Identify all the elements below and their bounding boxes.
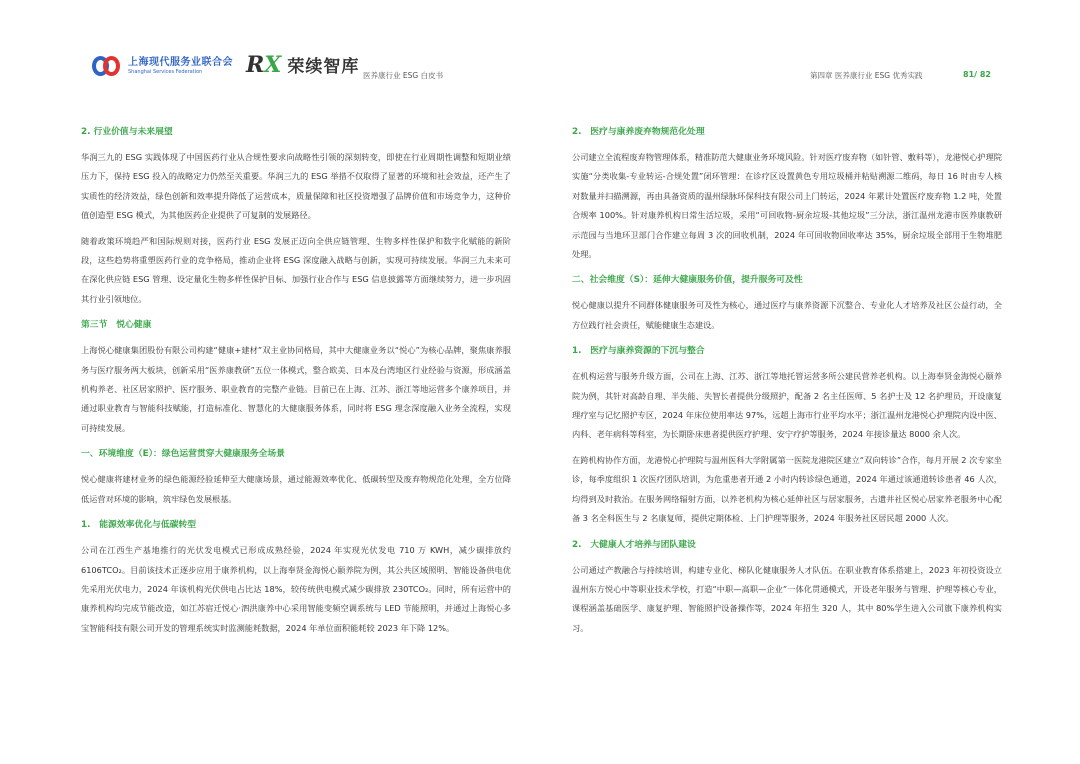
brand-mark-icon: RX <box>246 51 282 78</box>
section-heading: 第三节 悦心健康 <box>81 320 152 331</box>
paragraph: 华润三九的 ESG 实践体现了中国医药行业从合规性要求向战略性引领的深刻转变，即使在行业周期性调整和短期业绩压力下，保持 ESG 投入的战略定力仍然至关重要。华润三九的 ESG 举措不仅取得了显著的环境和社会效益，还产生了实质性的经济效益，绿色创新和效率提升降低了运营成本，质量保障和社区投资增强了品牌价值和市场竞争力，这种价值创造型 ESG 模式，为其他医药企业提供了可复制的发展路径。 <box>81 152 511 221</box>
section-heading: 二、社会维度（S）：延伸大健康服务价值，提升服务可及性 <box>572 275 803 286</box>
section-heading: 1. 能源效率优化与低碳转型 <box>81 520 197 531</box>
section-heading: 2. 大健康人才培养与团队建设 <box>572 539 696 550</box>
section-heading: 2. 医疗与康养废弃物规范化处理 <box>572 127 705 137</box>
org-logo-icon <box>92 54 122 78</box>
org-name-en: Shanghai Services Federation <box>128 68 203 75</box>
paragraph: 悦心健康以提升不同群体健康服务可及性为核心，通过医疗与康养资源下沉整合、专业化人才培养及社区公益行动，全方位践行社会责任，赋能健康生态建设。 <box>572 300 1002 330</box>
paragraph: 公司在江西生产基地推行的光伏发电模式已形成成熟经验，2024 年实现光伏发电 710 万 KWH，减少碳排放约 6106TCO₂。目前该技术正逐步应用于康养机构，以上海奉贤金海悦心颐养院为例，其公共区域照明、智能设备供电优先采用光伏电力，2024 年该机构光伏供电占比达 18%，较传统供电模式减少碳排放 230TCO₂。同时，所有运营中的康养机构均完成节能改造，如江苏宿迁悦心·泗洪康养中心采用智能变频空调系统与 LED 节能照明，并通过上海悦心多宝智能科技有限公司开发的管理系统实时监测能耗数据，2024 年单位面积能耗较 2023 年下降 12%。 <box>81 545 511 633</box>
paragraph: 公司通过产教融合与持续培训，构建专业化、梯队化健康服务人才队伍。在职业教育体系搭建上，2023 年初投资设立温州东方悦心中等职业技术学校，打造“中职—高职—企业”一体化贯通模式，开设老年服务与管理、护理等核心专业，课程涵盖基础医学、康复护理、智能照护设备操作等，2024 年招生 320 人，其中 80%学生进入公司旗下康养机构实习。 <box>572 564 1002 633</box>
section-heading: 一、环境维度（E）：绿色运营贯穿大健康服务全场景 <box>81 449 285 460</box>
paragraph: 在机构运营与服务升级方面，公司在上海、江苏、浙江等地托管运营多所公建民营养老机构。以上海奉贤金海悦心颐养院为例，其针对高龄自理、半失能、失智长者提供分级照护，配备 2 名主任医师、5 名护士及 12 名护理员，开设康复理疗室与记忆照护专区，2024 年床位使用率达 97%，远超上海市行业平均水平；浙江温州龙港悦心护理院内设中医、内科、老年病科等科室，为长期卧床患者提供医疗护理、安宁疗护等服务，2024 年接诊量达 8000 余人次。 <box>572 371 1002 440</box>
book-title: 医养康行业 ESG 白皮书 <box>363 71 444 80</box>
paragraph: 上海悦心健康集团股份有限公司构建“健康+建材”双主业协同格局，其中大健康业务以“悦心”为核心品牌，聚焦康养服务与医疗服务两大板块，创新采用“医养康教研”五位一体模式，整合欧美、日本及台湾地区行业经验与资源，形成涵盖机构养老、社区居家照护、医疗服务、职业教育的完整产业链。目前已在上海、江苏、浙江等地运营多个康养项目，并通过职业教育与智能科技赋能，打造标准化、智慧化的大健康服务体系，同时将 ESG 理念深度融入业务全流程，实现可持续发展。 <box>81 345 511 433</box>
left-column <box>81 122 511 644</box>
org-logo <box>92 54 233 78</box>
right-column <box>572 122 1002 644</box>
paragraph: 公司建立全流程废弃物管理体系，精准防范大健康业务环境风险。针对医疗废弃物（如针管、敷料等），龙港悦心护理院实施“分类收集-专业转运-合规处置”闭环管理：在诊疗区设置黄色专用垃圾桶并粘贴溯源二维码，每日 16 时由专人核对数量并扫描溯源，再由具备资质的温州绿脉环保科技有限公司上门转运，2024 年累计处置医疗废弃物 1.2 吨，处置合规率 100%。针对康养机构日常生活垃圾，采用“可回收物-厨余垃圾-其他垃圾”三分法，浙江温州龙港市医养康教研示范园与当地环卫部门合作建立每周 3 次的回收机制，2024 年可回收物回收率达 35%，厨余垃圾全部用于生物堆肥处理。 <box>572 152 1002 260</box>
paragraph: 在跨机构协作方面，龙港悦心护理院与温州医科大学附属第一医院龙港院区建立“双向转诊”合作，每月开展 2 次专家坐诊，每季度组织 1 次医疗团队培训，为危重患者开通 2 小时内转诊绿色通道，2024 年通过该通道转诊患者 46 人次，均得到及时救治。在服务网络辐射方面，以养老机构为核心延伸社区与居家服务，古遗井社区悦心居家养老服务中心配备 3 名全科医生与 2 名康复师，提供定期体检、上门护理等服务，2024 年服务社区居民超 2000 人次。 <box>572 454 1002 524</box>
section-heading: 1. 医疗与康养资源的下沉与整合 <box>572 346 705 357</box>
chapter-title: 第四章 医养康行业 ESG 优秀实践 <box>810 71 923 80</box>
brand-logo <box>246 52 359 77</box>
brand-name: 荣续智库 <box>287 57 360 77</box>
section-heading: 2. 行业价值与未来展望 <box>81 127 173 137</box>
paragraph: 随着政策环境趋严和国际规则对接，医药行业 ESG 发展正迈向全供应链管理、生物多样性保护和数字化赋能的新阶段，这些趋势将重塑医药行业的竞争格局，推动企业将 ESG 深度融入战略与创新，实现可持续发展。华润三九未来可在深化供应链 ESG 管理、设定量化生物多样性保护目标、加强行业合作与 ESG 信息披露等方面继续努力，进一步巩固其行业引领地位。 <box>81 235 511 304</box>
paragraph: 悦心健康将建材业务的绿色能源经验延伸至大健康场景，通过能源效率优化、低碳转型及废弃物规范化处理，全方位降低运营对环境的影响，筑牢绿色发展根基。 <box>81 474 511 504</box>
org-name: 上海现代服务业联合会 <box>128 56 233 68</box>
page-number: 81/ 82 <box>963 70 991 79</box>
page-header <box>0 0 1080 95</box>
